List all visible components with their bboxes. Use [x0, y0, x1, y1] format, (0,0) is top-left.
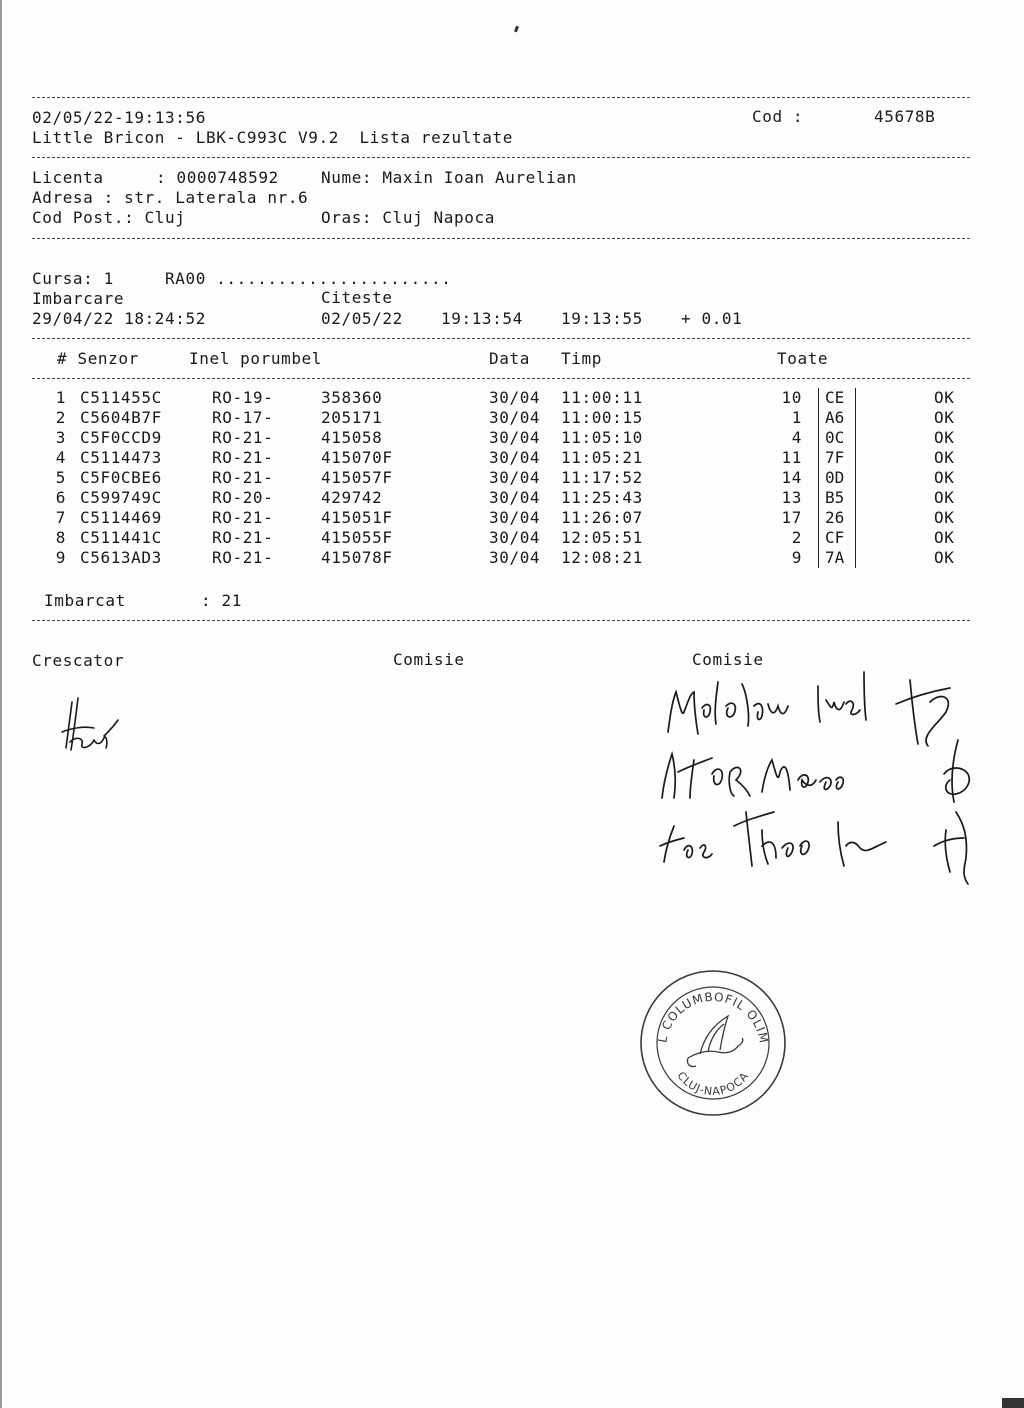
comisie-label-2: Comisie [692, 650, 764, 669]
arrival-time: 11:26:07 [561, 508, 643, 527]
table-row [32, 408, 972, 428]
table-row [32, 548, 972, 568]
bird-code: 7F [818, 448, 856, 468]
sensor-id: C5114473 [80, 448, 162, 467]
ring-number: 415051F [321, 508, 393, 527]
ring-number: 415057F [321, 468, 393, 487]
row-number: 5 [55, 468, 66, 487]
arrival-date: 30/04 [489, 488, 541, 507]
arrival-time: 12:05:51 [561, 528, 643, 547]
arrival-date: 30/04 [489, 468, 541, 487]
crescator-signature [56, 692, 126, 762]
separator-line [32, 338, 970, 339]
table-row [32, 428, 972, 448]
separator-line [32, 97, 970, 98]
ring-prefix: RO-19- [212, 388, 274, 407]
arrival-time: 11:00:15 [561, 408, 643, 427]
owner-city: Oras: Cluj Napoca [321, 208, 495, 227]
table-row [32, 528, 972, 548]
cod-label: Cod : [752, 107, 804, 126]
arrival-date: 30/04 [489, 548, 541, 567]
results-table [32, 388, 972, 568]
ring-number: 415058 [321, 428, 383, 447]
arrival-date: 30/04 [489, 528, 541, 547]
ring-number: 415078F [321, 548, 393, 567]
ring-prefix: RO-17- [212, 408, 274, 427]
arrival-time: 11:05:10 [561, 428, 643, 447]
row-number: 1 [55, 388, 66, 407]
sensor-id: C599749C [80, 488, 162, 507]
bird-code: B5 [818, 488, 856, 508]
row-number: 6 [55, 488, 66, 507]
arrival-time: 11:00:11 [561, 388, 643, 407]
ring-prefix: RO-21- [212, 548, 274, 567]
col-header-data: Data [489, 349, 530, 368]
rank-value: 4 [791, 428, 802, 447]
sensor-id: C5613AD3 [80, 548, 162, 567]
table-row [32, 508, 972, 528]
imbarcare-value: 29/04/22 18:24:52 [32, 309, 206, 328]
separator-line [32, 378, 970, 379]
ring-number: 429742 [321, 488, 383, 507]
status-value: OK [934, 408, 955, 427]
table-row [32, 468, 972, 488]
ring-number: 415055F [321, 528, 393, 547]
arrival-time: 11:17:52 [561, 468, 643, 487]
row-number: 2 [55, 408, 66, 427]
ring-prefix: RO-21- [212, 528, 274, 547]
page-left-edge [0, 0, 2, 1408]
race-number: Cursa: 1 [32, 269, 114, 288]
ring-prefix: RO-20- [212, 488, 274, 507]
bird-code: 7A [818, 548, 856, 568]
rank-value: 9 [791, 548, 802, 567]
separator-line [32, 238, 970, 239]
bird-code: 0D [818, 468, 856, 488]
svg-text:CLUJ-NAPOCA [674, 1069, 751, 1098]
ring-prefix: RO-21- [212, 468, 274, 487]
row-number: 3 [55, 428, 66, 447]
sensor-id: C5F0CCD9 [80, 428, 162, 447]
ring-number: 205171 [321, 408, 383, 427]
imbarcat-label: Imbarcat [44, 591, 126, 610]
cod-value: 45678B [874, 107, 936, 126]
separator-line [32, 157, 970, 158]
table-row [32, 488, 972, 508]
table-row [32, 388, 972, 408]
col-header-timp: Timp [561, 349, 602, 368]
citeste-time-1: 19:13:54 [441, 309, 523, 328]
ring-prefix: RO-21- [212, 508, 274, 527]
table-row [32, 448, 972, 468]
print-datetime: 02/05/22-19:13:56 [32, 108, 206, 127]
crescator-label: Crescator [32, 651, 125, 670]
licenta-label: Licenta [32, 168, 104, 187]
arrival-time: 11:05:21 [561, 448, 643, 467]
citeste-offset: + 0.01 [681, 309, 743, 328]
bird-code: CE [818, 388, 856, 408]
status-value: OK [934, 508, 955, 527]
status-value: OK [934, 488, 955, 507]
row-number: 7 [55, 508, 66, 527]
status-value: OK [934, 468, 955, 487]
status-value: OK [934, 548, 955, 567]
rank-value: 14 [781, 468, 802, 487]
arrival-date: 30/04 [489, 448, 541, 467]
licenta-value: : 0000748592 [156, 168, 279, 187]
status-value: OK [934, 528, 955, 547]
rank-value: 13 [781, 488, 802, 507]
arrival-date: 30/04 [489, 428, 541, 447]
citeste-label: Citeste [321, 288, 393, 307]
ring-number: 358360 [321, 388, 383, 407]
stamp-bottom-text: CLUJ-NAPOCA [674, 1069, 752, 1099]
status-value: OK [934, 388, 955, 407]
rank-value: 17 [781, 508, 802, 527]
ring-number: 415070F [321, 448, 393, 467]
sensor-id: C5604B7F [80, 408, 162, 427]
owner-name: Nume: Maxin Ioan Aurelian [321, 168, 577, 187]
citeste-date: 02/05/22 [321, 309, 403, 328]
bird-code: CF [818, 528, 856, 548]
sensor-id: C511441C [80, 528, 162, 547]
arrival-date: 30/04 [489, 408, 541, 427]
row-number: 9 [55, 548, 66, 567]
imbarcare-label: Imbarcare [32, 289, 125, 308]
status-value: OK [934, 448, 955, 467]
col-header-senzor: # Senzor [57, 349, 139, 368]
sensor-id: C5F0CBE6 [80, 468, 162, 487]
status-value: OK [934, 428, 955, 447]
commission-signatures [650, 662, 1000, 887]
owner-address: Adresa : str. Laterala nr.6 [32, 188, 309, 207]
rank-value: 10 [781, 388, 802, 407]
device-line: Little Bricon - LBK-C993C V9.2 Lista rezultate [32, 128, 513, 147]
citeste-time-2: 19:13:55 [561, 309, 643, 328]
stamp-top-text: L COLUMBOFIL OLIM [655, 989, 771, 1045]
imbarcat-value: : 21 [201, 591, 242, 610]
race-code: RA00 ....................... [165, 269, 452, 288]
row-number: 4 [55, 448, 66, 467]
rank-value: 11 [781, 448, 802, 467]
bird-code: 26 [818, 508, 856, 528]
bird-code: 0C [818, 428, 856, 448]
club-stamp [638, 968, 788, 1118]
ring-prefix: RO-21- [212, 428, 274, 447]
arrival-time: 12:08:21 [561, 548, 643, 567]
arrival-time: 11:25:43 [561, 488, 643, 507]
col-header-inel: Inel porumbel [189, 349, 323, 368]
sensor-id: C511455C [80, 388, 162, 407]
rank-value: 1 [791, 408, 802, 427]
postal-code: Cod Post.: Cluj [32, 208, 186, 227]
scan-speck [514, 26, 519, 33]
rank-value: 2 [791, 528, 802, 547]
col-header-toate: Toate [777, 349, 829, 368]
separator-line [32, 620, 970, 621]
row-number: 8 [55, 528, 66, 547]
sensor-id: C5114469 [80, 508, 162, 527]
arrival-date: 30/04 [489, 388, 541, 407]
bird-code: A6 [818, 408, 856, 428]
dove-icon [687, 1016, 742, 1067]
ring-prefix: RO-21- [212, 448, 274, 467]
comisie-label-1: Comisie [393, 650, 465, 669]
arrival-date: 30/04 [489, 508, 541, 527]
page-corner-mark [1002, 1398, 1024, 1408]
